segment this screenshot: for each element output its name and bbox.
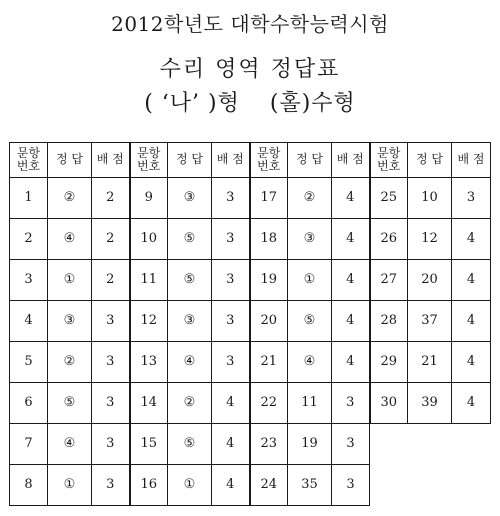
question-number: 6: [10, 383, 48, 424]
score-cell: 4: [212, 465, 250, 506]
answer-cell: ①: [48, 260, 92, 301]
score-cell: 3: [212, 301, 250, 342]
table-row: [10, 178, 491, 219]
answer-cell: ⑤: [48, 383, 92, 424]
score-cell: 4: [332, 342, 370, 383]
score-cell: 4: [452, 301, 491, 342]
answer-cell: ①: [288, 260, 332, 301]
question-number: 20: [250, 301, 288, 342]
exam-type-line: [0, 86, 500, 117]
score-cell: 3: [92, 301, 130, 342]
question-number: 16: [130, 465, 168, 506]
question-number: 28: [370, 301, 408, 342]
header-question-number: [250, 143, 288, 178]
empty-cell: [452, 465, 491, 506]
question-number: 9: [130, 178, 168, 219]
header-question-number-line2: 번호: [16, 159, 41, 173]
header-question-number: [370, 143, 408, 178]
answer-cell: ②: [288, 178, 332, 219]
question-number: 8: [10, 465, 48, 506]
score-cell: 4: [452, 260, 491, 301]
score-cell: 3: [452, 178, 491, 219]
table-header-row: [10, 143, 491, 178]
header-answer: 정 답: [48, 143, 92, 178]
question-number: 27: [370, 260, 408, 301]
score-cell: 2: [92, 178, 130, 219]
question-number: 25: [370, 178, 408, 219]
header-answer: 정 답: [408, 143, 452, 178]
question-number: 23: [250, 424, 288, 465]
header-question-number-line1: 문항: [16, 146, 41, 160]
answer-cell: ⑤: [168, 424, 212, 465]
question-number: 5: [10, 342, 48, 383]
answer-cell: ①: [48, 465, 92, 506]
header-answer: 정 답: [288, 143, 332, 178]
score-cell: 3: [92, 424, 130, 465]
score-cell: 3: [212, 219, 250, 260]
answer-table: [9, 142, 491, 506]
question-number: 17: [250, 178, 288, 219]
header-question-number-line2: 번호: [257, 159, 281, 173]
score-cell: 3: [332, 383, 370, 424]
answer-cell: ③: [168, 301, 212, 342]
header-score: 배 점: [332, 143, 370, 178]
page-subtitle: 수리 영역 정답표: [159, 57, 341, 82]
answer-cell: ③: [168, 178, 212, 219]
answer-cell: 21: [408, 342, 452, 383]
answer-cell: ④: [288, 342, 332, 383]
score-cell: 4: [332, 219, 370, 260]
answer-cell: ④: [48, 424, 92, 465]
question-number: 15: [130, 424, 168, 465]
score-cell: 4: [332, 178, 370, 219]
page-title: 2012학년도 대학수학능력시험: [111, 12, 389, 36]
question-number: 10: [130, 219, 168, 260]
header-question-number: [130, 143, 168, 178]
header-question-number-line2: 번호: [377, 159, 401, 173]
answer-cell: ③: [48, 301, 92, 342]
header-score: 배 점: [92, 143, 130, 178]
answer-cell: ②: [168, 383, 212, 424]
table-row: [10, 260, 491, 301]
question-number: 18: [250, 219, 288, 260]
empty-cell: [408, 465, 452, 506]
answer-cell: ③: [288, 219, 332, 260]
question-number: 29: [370, 342, 408, 383]
question-number: 13: [130, 342, 168, 383]
answer-cell: ④: [168, 342, 212, 383]
score-cell: 3: [332, 465, 370, 506]
score-cell: 3: [332, 424, 370, 465]
answer-cell: 35: [288, 465, 332, 506]
header-question-number-line2: 번호: [137, 159, 161, 173]
question-number: 4: [10, 301, 48, 342]
question-number: 21: [250, 342, 288, 383]
header-answer: 정 답: [168, 143, 212, 178]
score-cell: 2: [92, 219, 130, 260]
score-cell: 3: [212, 342, 250, 383]
score-cell: 4: [212, 383, 250, 424]
header-question-number-line1: 문항: [377, 146, 401, 160]
exam-type-label: ( ‘나’ )형: [144, 91, 240, 116]
score-cell: 3: [92, 342, 130, 383]
score-cell: 2: [92, 260, 130, 301]
empty-cell: [408, 424, 452, 465]
score-cell: 3: [92, 465, 130, 506]
empty-cell: [452, 424, 491, 465]
empty-cell: [370, 424, 408, 465]
question-number: 7: [10, 424, 48, 465]
table-row: [10, 424, 491, 465]
question-number: 3: [10, 260, 48, 301]
header-score: 배 점: [212, 143, 250, 178]
answer-cell: ①: [168, 465, 212, 506]
score-cell: 4: [452, 342, 491, 383]
score-cell: 3: [92, 383, 130, 424]
table-row: [10, 301, 491, 342]
answer-cell: 39: [408, 383, 452, 424]
answer-cell: ④: [48, 219, 92, 260]
exam-odd-label: (홀)수형: [269, 91, 356, 116]
header-question-number: [10, 143, 48, 178]
header-question-number-line1: 문항: [257, 146, 281, 160]
answer-cell: ⑤: [168, 260, 212, 301]
score-cell: 4: [212, 424, 250, 465]
answer-cell: 19: [288, 424, 332, 465]
score-cell: 4: [452, 219, 491, 260]
question-number: 11: [130, 260, 168, 301]
score-cell: 4: [332, 301, 370, 342]
header-score: 배 점: [452, 143, 491, 178]
answer-cell: 11: [288, 383, 332, 424]
score-cell: 3: [212, 260, 250, 301]
answer-cell: 10: [408, 178, 452, 219]
question-number: 12: [130, 301, 168, 342]
answer-cell: 12: [408, 219, 452, 260]
question-number: 24: [250, 465, 288, 506]
answer-cell: ②: [48, 178, 92, 219]
table-row: [10, 219, 491, 260]
answer-cell: ⑤: [168, 219, 212, 260]
table-row: [10, 465, 491, 506]
answer-cell: 37: [408, 301, 452, 342]
question-number: 30: [370, 383, 408, 424]
table-row: [10, 342, 491, 383]
table-row: [10, 383, 491, 424]
question-number: 14: [130, 383, 168, 424]
question-number: 19: [250, 260, 288, 301]
score-cell: 4: [452, 383, 491, 424]
score-cell: 4: [332, 260, 370, 301]
header-question-number-line1: 문항: [137, 146, 161, 160]
answer-table-body: [10, 143, 491, 506]
answer-cell: ②: [48, 342, 92, 383]
question-number: 26: [370, 219, 408, 260]
empty-cell: [370, 465, 408, 506]
answer-cell: 20: [408, 260, 452, 301]
answer-cell: ⑤: [288, 301, 332, 342]
question-number: 1: [10, 178, 48, 219]
question-number: 2: [10, 219, 48, 260]
question-number: 22: [250, 383, 288, 424]
score-cell: 3: [212, 178, 250, 219]
